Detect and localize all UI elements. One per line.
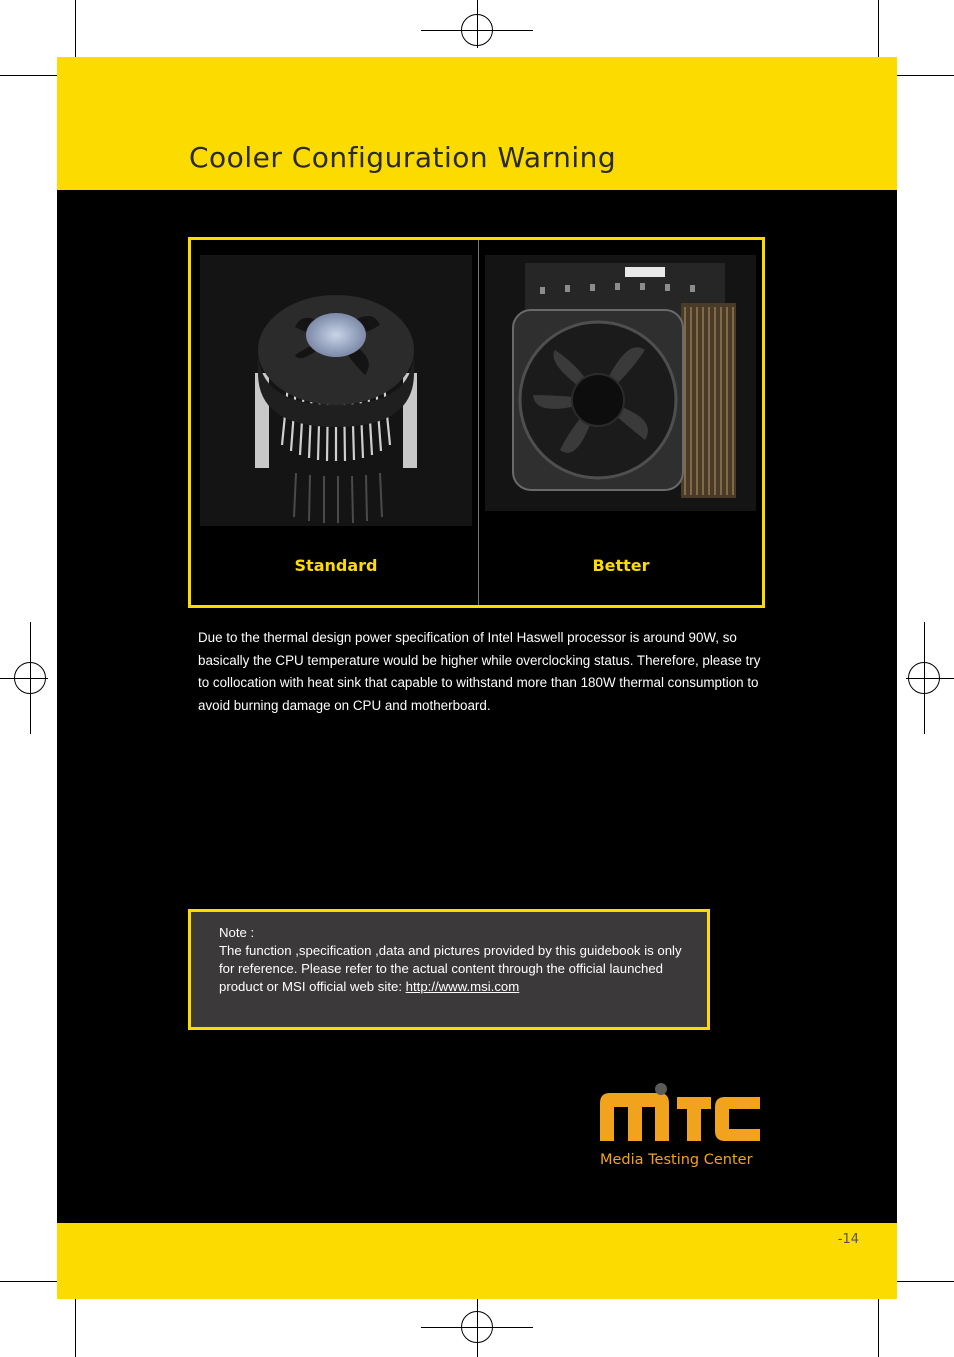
page-number: -14 bbox=[837, 1232, 859, 1247]
standard-caption: Standard bbox=[294, 556, 378, 575]
registration-mark-icon bbox=[477, 1290, 478, 1357]
warning-paragraph: Due to the thermal design power specification of Intel Haswell processor is around 90W, so basically the CPU temperature would be higher while overclocking status. Therefore, please try to collocation with heat sink that capable to withstand more than 180W thermal consumption to avoid burning damage on CPU and motherboard. bbox=[198, 630, 761, 713]
note-label: Note : bbox=[219, 925, 255, 940]
better-caption: Better bbox=[592, 556, 650, 575]
cooler-comparison-panel bbox=[188, 237, 765, 608]
mtc-logo bbox=[597, 1079, 767, 1171]
tower-cpu-cooler-photo-icon bbox=[485, 255, 756, 511]
logo-subtitle: Media Testing Center bbox=[600, 1152, 753, 1168]
registration-mark-icon bbox=[477, 0, 478, 48]
registration-mark-icon bbox=[0, 678, 48, 679]
registration-mark-icon bbox=[30, 622, 31, 734]
header-band bbox=[57, 57, 897, 190]
note-text bbox=[219, 942, 689, 996]
page-title: Cooler Configuration Warning bbox=[189, 141, 617, 174]
registration-mark-icon bbox=[924, 622, 925, 734]
standard-cpu-cooler-photo-icon bbox=[200, 255, 472, 526]
footer-band bbox=[57, 1223, 897, 1299]
registration-mark-icon bbox=[906, 678, 954, 679]
msi-website-link[interactable]: http://www.msi.com bbox=[405, 979, 520, 994]
note-box bbox=[188, 909, 710, 1030]
column-divider bbox=[478, 240, 479, 605]
page bbox=[57, 57, 897, 1299]
mtc-logo-icon bbox=[597, 1079, 767, 1149]
note-body: The function ,specification ,data and pictures provided by this guidebook is only for reference. Please refer to the actual content through the official launched product or MSI official web site: bbox=[219, 943, 682, 994]
